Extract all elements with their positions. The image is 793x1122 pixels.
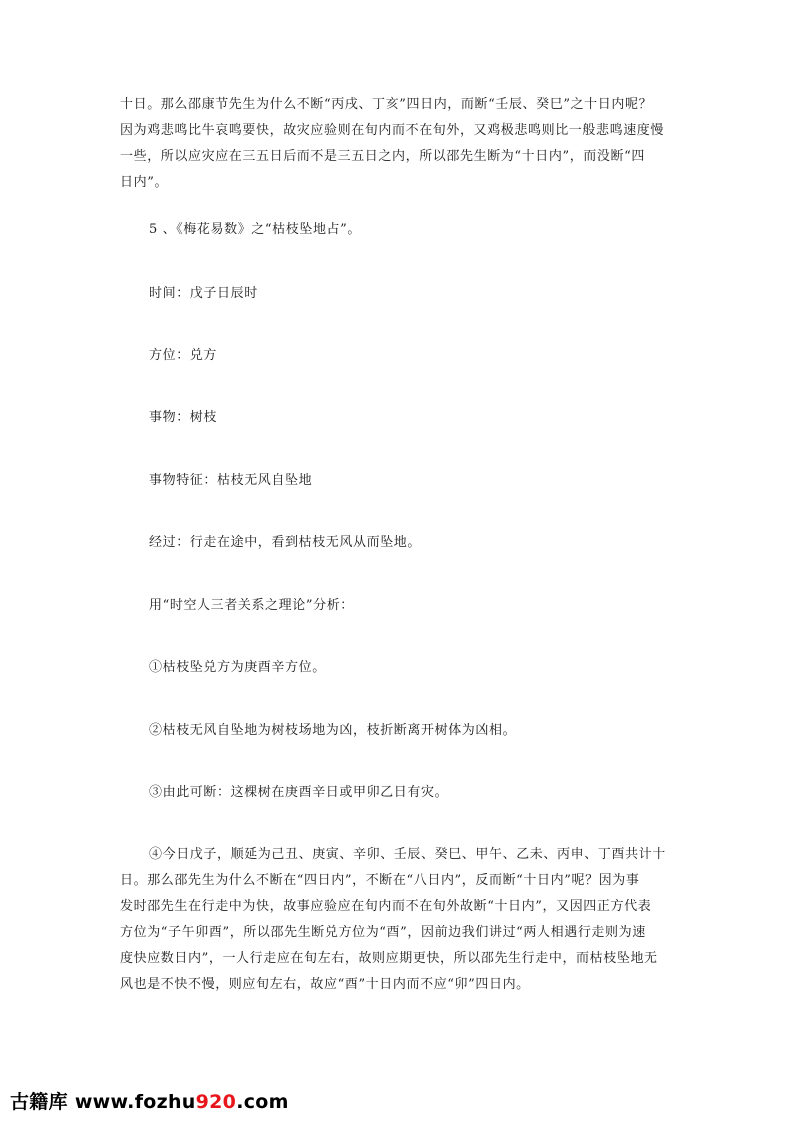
paragraph-point-4: ④今日戊子，顺延为己丑、庚寅、辛卯、壬辰、癸巳、甲午、乙未、丙申、丁酉共计十 日。那么邵先生为什么不断在“四日内”，不断在“八日内”，反而断“十日内”呢？因为事 发时邵先生在行走中为快，故事应验应在旬内而不在旬外故断“十日内”，又因四正方代表 方位为“子午卯酉”，所以邵先生断兑方位为“酉”，因前边我们讲过“两人相遇行走则为速 度快应数日内”，一人行走应在旬左右，故则应期更快，所以邵先生行走中，而枯枝坠地无 风也是不快不慢，则应旬左右，故应“酉”十日内而不应“卯”四日内。	[120, 847, 666, 992]
url-number: 920	[195, 1091, 237, 1113]
url-prefix: www.fozhu	[74, 1091, 196, 1113]
paragraph-feature: 事物特征：枯枝无风自坠地	[149, 473, 313, 488]
paragraph-point-1: ①枯枝坠兑方为庚酉辛方位。	[149, 660, 326, 675]
site-watermark[interactable]	[10, 1087, 289, 1114]
paragraph-object: 事物：树枝	[149, 410, 218, 425]
paragraph-continuation: 十日。那么邵康节先生为什么不断“丙戌、丁亥”四日内，而断“壬辰、癸巳”之十日内呢？ 因为鸡悲鸣比牛哀鸣要快，故灾应验则在旬内而不在旬外，又鸡极悲鸣则比一般悲鸣速度慢 一些，所以应灾应在三五日后而不是三五日之内，所以邵先生断为“十日内”，而没断“四 日内”。	[120, 97, 665, 190]
paragraph-point-3: ③由此可断：这棵树在庚酉辛日或甲卯乙日有灾。	[149, 785, 449, 800]
site-name: 古籍库	[10, 1091, 68, 1113]
paragraph-analysis-intro: 用“时空人三者关系之理论”分析：	[149, 598, 354, 613]
paragraph-process: 经过：行走在途中，看到枯枝无风从而坠地。	[149, 535, 422, 550]
section-heading: 5 、《梅花易数》之“枯枝坠地占”。	[149, 222, 361, 237]
paragraph-direction: 方位：兑方	[149, 348, 218, 363]
paragraph-point-2: ②枯枝无风自坠地为树枝场地为凶，枝折断离开树体为凶相。	[149, 723, 517, 738]
url-suffix: .com	[236, 1091, 289, 1113]
paragraph-time: 时间：戊子日辰时	[149, 286, 258, 301]
site-url	[75, 1091, 289, 1113]
